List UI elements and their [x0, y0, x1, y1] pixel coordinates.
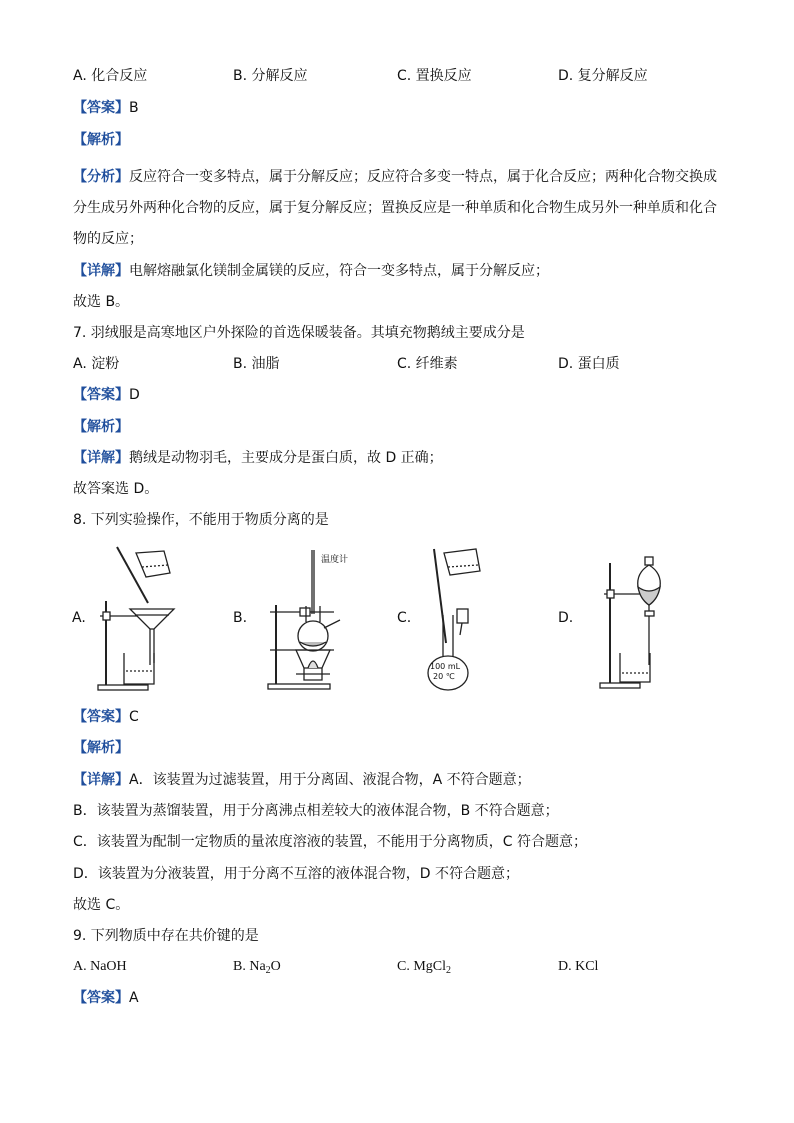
fenxi-text: 反应符合一变多特点，属于分解反应；反应符合多变一特点，属于化合反应；两种化合物交换成	[129, 169, 717, 185]
answer-tag: 【答案】	[73, 100, 129, 116]
answer-value: D	[129, 387, 140, 403]
fenxi-tag: 【分析】	[73, 169, 129, 185]
q9-option-d: D. KCl	[558, 959, 599, 974]
q6-option-a: A. 化合反应	[73, 68, 148, 84]
formula-part: B. Na	[233, 959, 266, 974]
q6-answer	[73, 98, 139, 118]
q8-detail-a	[73, 770, 531, 790]
q8-detail-c: C．该装置为配制一定物质的量浓度溶液的装置，不能用于分离物质，C 符合题意；	[73, 834, 587, 850]
analysis-tag: 【解析】	[73, 740, 129, 756]
figure-label-b: B.	[233, 610, 248, 626]
answer-value: C	[129, 709, 139, 725]
q9-option-b	[233, 957, 281, 981]
detail-tag: 【详解】	[73, 263, 129, 279]
figure-volumetric-flask	[420, 545, 490, 695]
answer-value: B	[129, 100, 139, 116]
q7-option-c: C. 纤维素	[397, 356, 458, 372]
q8-answer	[73, 707, 139, 727]
figure-label-c: C.	[397, 610, 412, 626]
q6-fenxi-line-2: 分生成另外两种化合物的反应，属于复分解反应；置换反应是一种单质和化合物生成另外一种单质和化合	[73, 200, 717, 216]
figure-filtration	[90, 543, 190, 693]
q8-stem: 8. 下列实验操作，不能用于物质分离的是	[73, 512, 329, 528]
q8-conclusion: 故选 C。	[73, 897, 130, 913]
flask-volume-label: 100 mL	[430, 662, 461, 671]
q7-analysis-heading	[73, 417, 129, 437]
formula-subscript: 2	[446, 965, 452, 976]
detail-tag: 【详解】	[73, 450, 129, 466]
q7-detail	[73, 448, 443, 468]
q9-answer	[73, 988, 139, 1008]
answer-tag: 【答案】	[73, 709, 129, 725]
q6-fenxi-line-3: 物的反应；	[73, 231, 143, 247]
q8-detail-b: B．该装置为蒸馏装置，用于分离沸点相差较大的液体混合物，B 不符合题意；	[73, 803, 559, 819]
q9-stem: 9. 下列物质中存在共价键的是	[73, 928, 259, 944]
q8-detail-d: D．该装置为分液装置，用于分离不互溶的液体混合物，D 不符合题意；	[73, 866, 520, 882]
figure-distillation	[258, 550, 348, 692]
figure-label-a: A.	[72, 610, 86, 626]
q6-analysis-heading	[73, 130, 129, 150]
q6-option-d: D. 复分解反应	[558, 68, 648, 84]
answer-tag: 【答案】	[73, 990, 129, 1006]
analysis-tag: 【解析】	[73, 419, 129, 435]
detail-tag: 【详解】	[73, 772, 129, 788]
formula-part: O	[270, 959, 281, 974]
figure-label-d: D.	[558, 610, 574, 626]
q9-option-a: A. NaOH	[73, 959, 127, 974]
detail-text: 鹅绒是动物羽毛，主要成分是蛋白质，故 D 正确；	[129, 450, 443, 466]
q9-option-c	[397, 957, 451, 981]
q7-answer	[73, 385, 140, 405]
q7-stem: 7. 羽绒服是高寒地区户外探险的首选保暖装备。其填充物鹅绒主要成分是	[73, 325, 525, 341]
q7-option-a: A. 淀粉	[73, 356, 120, 372]
figure-separatory-funnel	[596, 555, 676, 693]
q7-option-b: B. 油脂	[233, 356, 280, 372]
q6-detail	[73, 261, 549, 281]
analysis-tag: 【解析】	[73, 132, 129, 148]
detail-text: A．该装置为过滤装置，用于分离固、液混合物，A 不符合题意；	[129, 772, 531, 788]
q7-conclusion: 故答案选 D。	[73, 481, 159, 497]
q6-fenxi-line-1	[73, 167, 717, 187]
formula-subscript: 2	[265, 965, 271, 976]
q6-conclusion: 故选 B。	[73, 294, 130, 310]
thermometer-label: 温度计	[321, 555, 349, 565]
formula-part: C. MgCl	[397, 959, 447, 974]
q7-option-d: D. 蛋白质	[558, 356, 620, 372]
answer-value: A	[129, 990, 139, 1006]
q6-option-c: C. 置换反应	[397, 68, 472, 84]
detail-text: 电解熔融氯化镁制金属镁的反应，符合一变多特点，属于分解反应；	[129, 263, 549, 279]
answer-tag: 【答案】	[73, 387, 129, 403]
q6-option-b: B. 分解反应	[233, 68, 308, 84]
q8-analysis-heading	[73, 738, 129, 758]
flask-temp-label: 20 ℃	[433, 672, 455, 681]
